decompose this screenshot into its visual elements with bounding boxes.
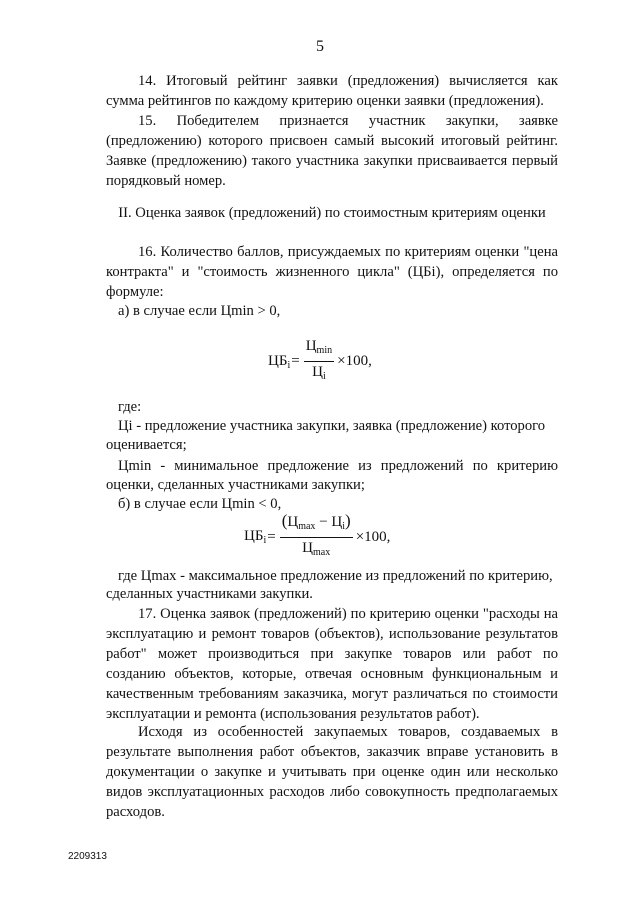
- case-a-text: а) в случае если Цmin > 0,: [118, 303, 281, 319]
- formula-a-fraction: $\frac{Ц_{min}}{Ц_i}$: [305, 338, 333, 382]
- formula-b-lhs: $ЦБ_i$: [244, 528, 267, 546]
- page-number: 5: [316, 38, 324, 55]
- def-ci-line1: Цi - предложение участника закупки, заявка (предложение) которого: [118, 418, 546, 434]
- def-ci-line2: оценивается;: [106, 437, 187, 453]
- def-cmin-line1: Цmin - минимальное предложение из предложений по критерию: [118, 458, 558, 474]
- paragraph-16: 16. Количество баллов, присуждаемых по критериям оценки "цена контракта" и "стоимость жизненного цикла" (ЦБi), определяется по формуле:: [106, 244, 558, 300]
- def-cmax-line1: где Цmax - максимальное предложение из предложений по критерию,: [118, 568, 553, 584]
- def-cmax-line2: сделанных участниками закупки.: [106, 586, 313, 602]
- formula-b: [244, 512, 390, 562]
- case-b-text: б) в случае если Цmin < 0,: [118, 496, 282, 512]
- formula-b-fraction: $\frac{(Ц_{max} - Ц_i)}{Ц_{max}}$: [281, 511, 351, 558]
- formula-b-eq: =: [267, 528, 276, 545]
- def-cmin-line2: оценки, сделанных участниками закупки;: [106, 477, 365, 493]
- formula-a: [268, 337, 372, 386]
- footer-code: 2209313: [68, 851, 107, 862]
- paragraph-15: 15. Победителем признается участник закупки, заявке (предложению) которого присвоен самый высокий итоговый рейтинг. Заявке (предложению) такого участника закупки присваивается первый порядковый номер.: [106, 113, 558, 189]
- paragraph-17: 17. Оценка заявок (предложений) по критерию оценки "расходы на эксплуатацию и ремонт товаров (объектов), использование результатов работ" может производиться при закупке товаров или работ по созданию объектов, которые, отвечая основным функциональным и качественным требованиям заказчика, могут различаться по стоимости эксплуатации и ремонта (использования результатов работ).: [106, 606, 558, 722]
- formula-a-multiplier: ×100,: [337, 353, 372, 369]
- section-heading: II. Оценка заявок (предложений) по стоимостным критериям оценки: [118, 205, 546, 221]
- formula-b-multiplier: ×100,: [355, 528, 391, 545]
- paragraph-final: Исходя из особенностей закупаемых товаров, создаваемых в результате выполнения работ объектов, заказчик вправе установить в документации о закупке и учитывать при оценке один или несколько видов эксплуатационных расходов либо совокупность предполагаемых расходов.: [106, 724, 558, 820]
- formula-a-lhs: $ЦБ_i$: [268, 352, 291, 371]
- formula-a-eq: =: [291, 353, 300, 369]
- paragraph-14: 14. Итоговый рейтинг заявки (предложения) вычисляется как сумма рейтингов по каждому критерию оценки заявки (предложения).: [106, 73, 558, 109]
- where-label: где:: [118, 399, 142, 415]
